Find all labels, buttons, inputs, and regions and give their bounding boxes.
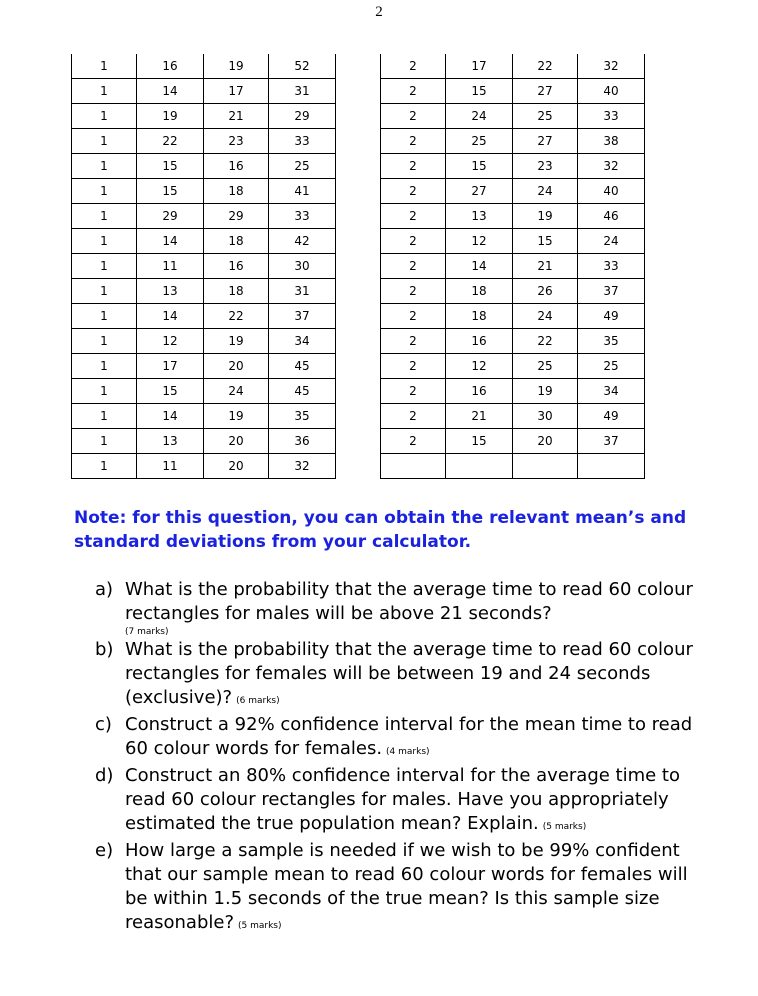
table-cell: 45: [269, 379, 336, 404]
table-cell: 19: [204, 54, 269, 79]
question-letter: c): [95, 714, 112, 735]
table-row: [72, 429, 336, 454]
table-row: [72, 354, 336, 379]
question-d: [95, 764, 715, 839]
table-cell: 34: [578, 379, 645, 404]
marks-label: (4 marks): [386, 747, 430, 757]
table-cell: 12: [446, 229, 513, 254]
table-cell: 15: [137, 179, 204, 204]
table-cell: 15: [137, 379, 204, 404]
table-row: [381, 354, 645, 379]
table-row: [72, 204, 336, 229]
table-cell: 2: [381, 279, 446, 304]
table-cell: 12: [446, 354, 513, 379]
table-cell: 16: [204, 154, 269, 179]
table-cell: 19: [513, 379, 578, 404]
table-cell: 2: [381, 104, 446, 129]
table-cell: 16: [446, 329, 513, 354]
table-cell: 1: [72, 429, 137, 454]
table-cell: 26: [513, 279, 578, 304]
table-cell: 18: [204, 279, 269, 304]
table-row: [72, 454, 336, 479]
table-row: [72, 79, 336, 104]
table-cell: 1: [72, 279, 137, 304]
table-cell: 29: [204, 204, 269, 229]
table-cell: 2: [381, 179, 446, 204]
table-cell: 13: [137, 429, 204, 454]
table-cell: 18: [204, 229, 269, 254]
question-text: What is the probability that the average time to read 60 colour rectangles for males will be above 21 seconds?: [125, 579, 693, 624]
table-cell: 2: [381, 79, 446, 104]
table-cell: 1: [72, 354, 137, 379]
table-cell: 25: [513, 354, 578, 379]
table-cell: 14: [137, 304, 204, 329]
table-cell: 37: [578, 429, 645, 454]
table-cell: 46: [578, 204, 645, 229]
table-cell: 23: [204, 129, 269, 154]
table-cell: 29: [269, 104, 336, 129]
table-row: [72, 104, 336, 129]
table-cell: 31: [269, 79, 336, 104]
table-cell: 2: [381, 154, 446, 179]
table-cell: 25: [269, 154, 336, 179]
table-cell: 34: [269, 329, 336, 354]
table-row: [381, 204, 645, 229]
table-cell: 24: [446, 104, 513, 129]
table-cell: 22: [513, 54, 578, 79]
table-cell: 21: [204, 104, 269, 129]
table-cell: 1: [72, 179, 137, 204]
table-cell: 32: [269, 454, 336, 479]
table-cell: 36: [269, 429, 336, 454]
table-cell: 1: [72, 104, 137, 129]
table-cell: 15: [446, 429, 513, 454]
table-cell: 37: [269, 304, 336, 329]
table-cell: 20: [204, 429, 269, 454]
table-cell: [513, 454, 578, 479]
table-cell: 24: [204, 379, 269, 404]
table-cell: 31: [269, 279, 336, 304]
table-cell: 22: [204, 304, 269, 329]
table-cell: 40: [578, 179, 645, 204]
table-row: [72, 229, 336, 254]
table-row: [381, 304, 645, 329]
table-cell: 49: [578, 304, 645, 329]
table-row: [381, 154, 645, 179]
table-cell: 22: [513, 329, 578, 354]
table-row: [72, 404, 336, 429]
table-cell: 25: [446, 129, 513, 154]
table-cell: 2: [381, 254, 446, 279]
table-cell: 17: [446, 54, 513, 79]
table-row: [72, 129, 336, 154]
table-row: [381, 454, 645, 479]
table-cell: 2: [381, 129, 446, 154]
table-cell: 11: [137, 454, 204, 479]
table-cell: 27: [513, 129, 578, 154]
table-row: [381, 229, 645, 254]
table-cell: 14: [137, 79, 204, 104]
table-cell: 23: [513, 154, 578, 179]
table-cell: [381, 454, 446, 479]
question-letter: a): [95, 579, 114, 600]
table-cell: 32: [578, 54, 645, 79]
table-row: [72, 54, 336, 79]
table-cell: 16: [446, 379, 513, 404]
table-cell: 2: [381, 379, 446, 404]
table-cell: 2: [381, 304, 446, 329]
table-row: [72, 179, 336, 204]
table-cell: 1: [72, 304, 137, 329]
table-row: [381, 329, 645, 354]
table-row: [72, 304, 336, 329]
table-cell: 1: [72, 454, 137, 479]
table-cell: 30: [513, 404, 578, 429]
data-table-group-1: [71, 54, 336, 479]
table-cell: 2: [381, 429, 446, 454]
table-row: [381, 379, 645, 404]
table-cell: 42: [269, 229, 336, 254]
table-cell: 16: [204, 254, 269, 279]
table-cell: 2: [381, 54, 446, 79]
table-cell: 18: [446, 279, 513, 304]
table-cell: 33: [269, 204, 336, 229]
table-cell: 13: [446, 204, 513, 229]
table-cell: 15: [137, 154, 204, 179]
table-cell: 19: [204, 329, 269, 354]
table-cell: 49: [578, 404, 645, 429]
table-row: [72, 154, 336, 179]
table-cell: 25: [578, 354, 645, 379]
table-row: [72, 254, 336, 279]
table-cell: 1: [72, 79, 137, 104]
table-cell: 2: [381, 354, 446, 379]
table-cell: 22: [137, 129, 204, 154]
question-text: Construct an 80% confidence interval for the average time to read 60 colour rectangles for males. Have you appropriately estimated the true population mean? Explain.: [125, 765, 681, 834]
calculator-note: Note: for this question, you can obtain the relevant mean’s and standard deviations from your calculator.: [74, 508, 687, 552]
table-cell: 1: [72, 129, 137, 154]
table-cell: 52: [269, 54, 336, 79]
table-cell: 14: [137, 404, 204, 429]
table-cell: 33: [269, 129, 336, 154]
table-cell: 17: [137, 354, 204, 379]
table-cell: 1: [72, 404, 137, 429]
table-cell: 27: [513, 79, 578, 104]
table-cell: 18: [204, 179, 269, 204]
table-cell: 35: [269, 404, 336, 429]
marks-label: (7 marks): [125, 627, 169, 637]
question-a: [95, 578, 715, 638]
table-cell: 24: [513, 304, 578, 329]
table-row: [381, 429, 645, 454]
table-cell: 19: [204, 404, 269, 429]
table-cell: 32: [578, 154, 645, 179]
table-cell: 2: [381, 404, 446, 429]
question-e: [95, 839, 715, 938]
table-cell: 1: [72, 204, 137, 229]
table-cell: 25: [513, 104, 578, 129]
table-row: [72, 329, 336, 354]
table-cell: 40: [578, 79, 645, 104]
question-text: Construct a 92% confidence interval for the mean time to read 60 colour words for females.: [125, 714, 693, 759]
table-cell: 21: [446, 404, 513, 429]
table-cell: 17: [204, 79, 269, 104]
table-cell: 21: [513, 254, 578, 279]
table-cell: 1: [72, 379, 137, 404]
table-cell: [578, 454, 645, 479]
table-cell: [446, 454, 513, 479]
question-text: How large a sample is needed if we wish to be 99% confident that our sample mean to read 60 colour words for females will be within 1.5 seconds of the true mean? Is this sample size reasonable?: [125, 840, 688, 933]
table-cell: 27: [446, 179, 513, 204]
table-cell: 33: [578, 104, 645, 129]
table-cell: 19: [513, 204, 578, 229]
table-cell: 18: [446, 304, 513, 329]
table-cell: 2: [381, 329, 446, 354]
table-cell: 16: [137, 54, 204, 79]
table-cell: 20: [204, 354, 269, 379]
table-cell: 41: [269, 179, 336, 204]
table-cell: 1: [72, 229, 137, 254]
table-row: [381, 79, 645, 104]
table-cell: 20: [513, 429, 578, 454]
table-row: [381, 54, 645, 79]
question-letter: e): [95, 840, 114, 861]
table-row: [381, 104, 645, 129]
table-cell: 15: [446, 79, 513, 104]
table-cell: 38: [578, 129, 645, 154]
page-number: 2: [375, 4, 383, 20]
table-row: [381, 279, 645, 304]
table-cell: 1: [72, 154, 137, 179]
table-cell: 1: [72, 254, 137, 279]
table-row: [381, 129, 645, 154]
table-cell: 19: [137, 104, 204, 129]
table-cell: 20: [204, 454, 269, 479]
table-cell: 1: [72, 54, 137, 79]
marks-label: (5 marks): [542, 822, 587, 832]
table-cell: 37: [578, 279, 645, 304]
table-cell: 24: [513, 179, 578, 204]
table-cell: 15: [513, 229, 578, 254]
table-cell: 35: [578, 329, 645, 354]
table-cell: 30: [269, 254, 336, 279]
table-cell: 13: [137, 279, 204, 304]
table-row: [381, 254, 645, 279]
table-cell: 14: [446, 254, 513, 279]
table-cell: 11: [137, 254, 204, 279]
table-cell: 33: [578, 254, 645, 279]
data-table-group-2: [380, 54, 645, 479]
table-row: [381, 179, 645, 204]
table-cell: 45: [269, 354, 336, 379]
table-cell: 12: [137, 329, 204, 354]
question-c: [95, 713, 715, 764]
question-list: [95, 578, 715, 938]
question-letter: d): [95, 765, 114, 786]
table-row: [72, 379, 336, 404]
marks-label: (5 marks): [238, 921, 282, 931]
table-cell: 14: [137, 229, 204, 254]
table-cell: 24: [578, 229, 645, 254]
question-letter: b): [95, 639, 114, 660]
table-cell: 2: [381, 204, 446, 229]
table-row: [72, 279, 336, 304]
table-cell: 2: [381, 229, 446, 254]
question-text: What is the probability that the average time to read 60 colour rectangles for females will be between 19 and 24 seconds (exclusive)?: [125, 639, 693, 708]
marks-label: (6 marks): [236, 696, 280, 706]
table-cell: 29: [137, 204, 204, 229]
table-row: [381, 404, 645, 429]
table-cell: 15: [446, 154, 513, 179]
table-cell: 1: [72, 329, 137, 354]
question-b: [95, 638, 715, 713]
